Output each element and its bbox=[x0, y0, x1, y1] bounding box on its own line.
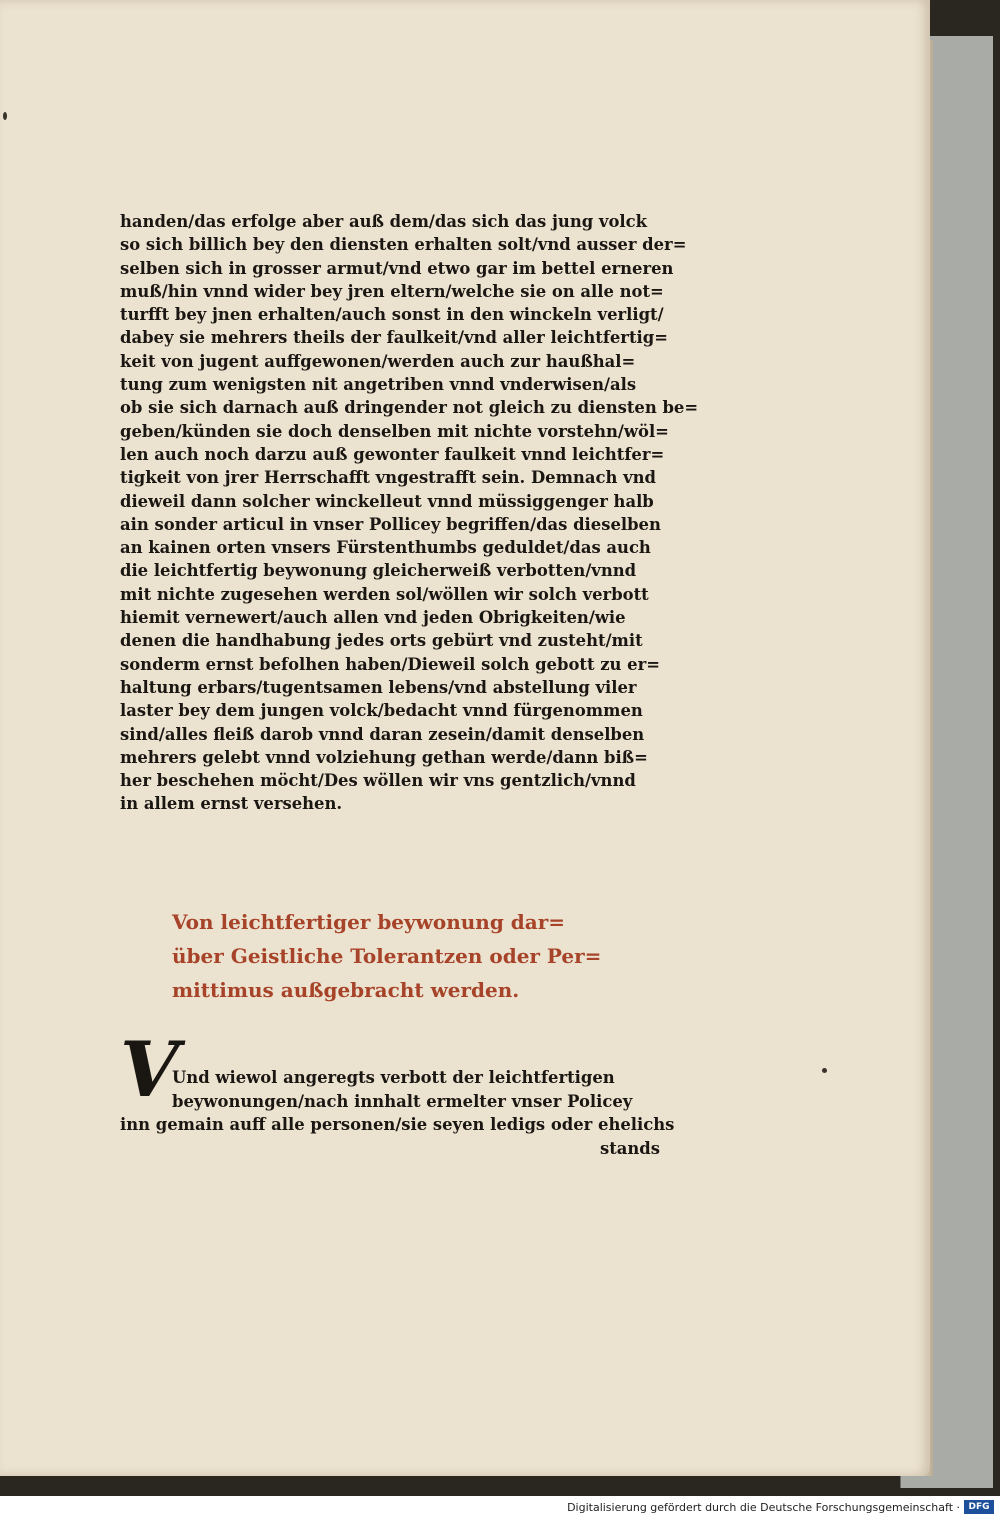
text-line: so sich billich bey den diensten erhalten solt/vnd ausser der= bbox=[120, 235, 687, 255]
decorated-initial: V bbox=[120, 1025, 179, 1114]
paper-speck bbox=[822, 1068, 827, 1073]
text-line: in allem ernst versehen. bbox=[120, 794, 343, 814]
section-heading bbox=[172, 905, 692, 1007]
text-line: dieweil dann solcher winckelleut vnnd müssiggenger halb bbox=[120, 491, 654, 511]
text-line: inn gemain auff alle personen/sie seyen ledigs oder ehelichs bbox=[120, 1115, 675, 1134]
text-line: beywonungen/nach innhalt ermelter vnser Policey bbox=[172, 1091, 633, 1111]
text-line: denen die handhabung jedes orts gebürt vnd zusteht/mit bbox=[120, 631, 643, 651]
text-line: ain sonder articul in vnser Pollicey begriffen/das dieselben bbox=[120, 514, 661, 534]
catchword: stands bbox=[599, 1138, 660, 1158]
text-line: mehrers gelebt vnnd volziehung gethan werde/dann biß= bbox=[120, 747, 648, 767]
text-line: geben/künden sie doch denselben mit nichte vorstehn/wöl= bbox=[120, 421, 669, 441]
heading-line: Von leichtfertiger beywonung dar= bbox=[172, 910, 566, 934]
text-line: an kainen orten vnsers Fürstenthumbs geduldet/das auch bbox=[120, 538, 651, 558]
text-line: turfft bey jnen erhalten/auch sonst in den winckeln verligt/ bbox=[120, 305, 664, 325]
footer-bar bbox=[0, 1496, 1000, 1520]
text-line: sind/alles fleiß darob vnnd daran zesein/damit denselben bbox=[120, 724, 645, 744]
text-line: haltung erbars/tugentsamen lebens/vnd abstellung viler bbox=[120, 677, 637, 697]
dfg-logo-icon: DFG bbox=[964, 1500, 994, 1514]
text-line: die leichtfertig beywonung gleicherweiß verbotten/vnnd bbox=[120, 561, 637, 581]
paper-speck bbox=[3, 112, 7, 120]
text-line: Und wiewol angeregts verbott der leichtfertigen bbox=[172, 1068, 615, 1087]
funding-credit: Digitalisierung gefördert durch die Deutsche Forschungsgemeinschaft · bbox=[567, 1501, 960, 1514]
heading-line: über Geistliche Tolerantzen oder Per= bbox=[172, 944, 602, 968]
text-line: hiemit vernewert/auch allen vnd jeden Obrigkeiten/wie bbox=[120, 608, 626, 628]
body-paragraph-2 bbox=[120, 1025, 680, 1160]
text-line: tung zum wenigsten nit angetriben vnnd vnderwisen/als bbox=[120, 375, 637, 395]
text-line: laster bey dem jungen volck/bedacht vnnd fürgenommen bbox=[120, 701, 643, 721]
text-line: handen/das erfolge aber auß dem/das sich das jung volck bbox=[120, 212, 647, 231]
text-line: ob sie sich darnach auß dringender not gleich zu diensten be= bbox=[120, 398, 699, 418]
body-paragraph-1 bbox=[120, 210, 699, 816]
text-line: muß/hin vnnd wider bey jren eltern/welche sie on alle not= bbox=[120, 281, 664, 301]
text-line: her beschehen möcht/Des wöllen wir vns gentzlich/vnnd bbox=[120, 771, 636, 791]
heading-line: mittimus außgebracht werden. bbox=[172, 978, 520, 1002]
text-line: selben sich in grosser armut/vnd etwo gar im bettel erneren bbox=[120, 258, 674, 278]
text-line: tigkeit von jrer Herrschafft vngestrafft sein. Demnach vnd bbox=[120, 468, 656, 488]
text-line: keit von jugent auffgewonen/werden auch zur haußhal= bbox=[120, 351, 636, 371]
text-line: sonderm ernst befolhen haben/Dieweil solch gebott zu er= bbox=[120, 654, 660, 674]
text-line: dabey sie mehrers theils der faulkeit/vnd aller leichtfertig= bbox=[120, 328, 668, 348]
text-line: len auch noch darzu auß gewonter faulkeit vnnd leichtfer= bbox=[120, 444, 665, 464]
text-line: mit nichte zugesehen werden sol/wöllen wir solch verbott bbox=[120, 584, 649, 604]
